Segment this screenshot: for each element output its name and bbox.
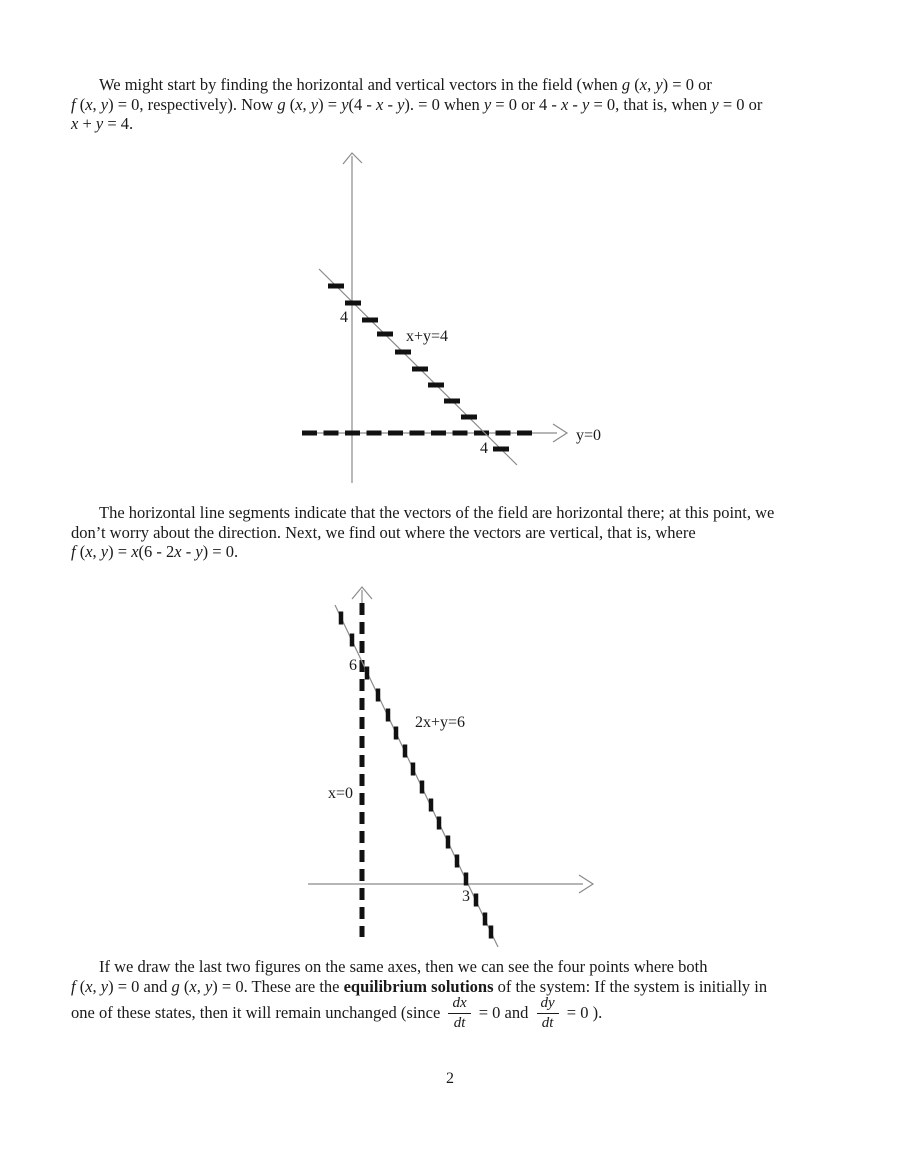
- text-line: [71, 542, 871, 562]
- text-segment: = 0, that is, when: [589, 94, 712, 114]
- text-line: [71, 977, 871, 997]
- text-segment: y: [655, 75, 663, 94]
- text-segment: = 0 or: [718, 94, 763, 114]
- text-segment: g: [171, 976, 180, 996]
- text-segment: ) = 0, respectively). Now: [108, 94, 278, 114]
- text-line: [71, 957, 871, 977]
- text-segment: x: [639, 75, 648, 94]
- text-segment: don’t worry about the direction. Next, we find out where the vectors are vertical, that is, where: [71, 522, 696, 542]
- text-segment: ) =: [318, 94, 342, 114]
- text-segment: ) = 0.: [202, 542, 239, 561]
- fig2-line-label: 2x+y=6: [415, 714, 466, 731]
- text-segment: x: [71, 114, 79, 133]
- text-segment: ,: [92, 542, 101, 561]
- text-segment: x: [174, 542, 182, 561]
- text-segment: equilibrium solutions: [343, 976, 494, 996]
- text-segment: ,: [92, 94, 101, 114]
- text-segment: (: [75, 542, 86, 561]
- derivative-fraction: $\frac{dx}{dt}$: [448, 995, 470, 1031]
- text-segment: f: [71, 94, 76, 114]
- text-segment: of the system: If the system is initially in: [493, 976, 768, 996]
- figure-1-svg: [295, 150, 617, 492]
- fig1-x-intercept-label: 4: [480, 440, 488, 457]
- text-line: [71, 503, 871, 523]
- text-segment: (4 -: [348, 94, 377, 114]
- fig1-line-label: x+y=4: [406, 328, 449, 345]
- text-segment: y: [195, 542, 203, 561]
- text-segment: g: [621, 75, 631, 94]
- text-segment: f: [71, 542, 76, 561]
- text-segment: y: [95, 114, 104, 133]
- figure-2: [300, 585, 612, 958]
- text-segment: x: [131, 542, 139, 561]
- text-segment: y: [582, 94, 590, 114]
- text-segment: x: [560, 94, 569, 114]
- figure-1: [295, 150, 617, 497]
- text-segment: x: [189, 976, 197, 996]
- text-segment: x: [85, 94, 93, 114]
- text-segment: one of these states, then it will remain unchanged (since: [71, 1002, 445, 1022]
- figure-2-svg: [300, 585, 612, 953]
- text-segment: ) = 0 and: [108, 976, 172, 996]
- text-segment: ,: [196, 976, 205, 996]
- text-line: [71, 95, 871, 115]
- text-segment: (: [630, 75, 640, 94]
- text-segment: y: [100, 976, 109, 996]
- text-segment: y: [310, 94, 319, 114]
- text-segment: If we draw the last two figures on the same axes, then we can see the four points where both: [99, 957, 708, 976]
- text-segment: ,: [302, 94, 311, 114]
- text-segment: y: [483, 94, 492, 114]
- text-segment: -: [181, 542, 196, 561]
- fig2-x-intercept-label: 3: [462, 888, 470, 905]
- text-line: [71, 996, 871, 1032]
- text-segment: y: [100, 542, 109, 561]
- fig2-axis-label: x=0: [328, 785, 354, 802]
- text-segment: -: [568, 94, 583, 114]
- text-segment: x: [85, 976, 93, 996]
- text-segment: The horizontal line segments indicate that the vectors of the field are horizontal there; at this point, we: [99, 503, 775, 522]
- text-line: [71, 75, 871, 95]
- text-segment: x: [85, 542, 93, 561]
- text-segment: (: [75, 94, 86, 114]
- text-segment: (: [179, 976, 190, 996]
- text-segment: = 0 and: [474, 1002, 533, 1022]
- text-segment: f: [71, 976, 76, 996]
- fig1-horizontal-ticks: [328, 286, 509, 449]
- fig2-y-intercept-label: 6: [349, 657, 357, 674]
- text-segment: ) =: [108, 542, 132, 561]
- page-number: 2: [446, 1070, 454, 1087]
- text-segment: y: [711, 94, 719, 114]
- text-segment: y: [341, 94, 349, 114]
- text-segment: ) = 0 or: [662, 75, 712, 94]
- text-segment: (6 - 2: [138, 542, 175, 561]
- text-segment: ,: [92, 976, 101, 996]
- paragraph-1: [71, 75, 871, 134]
- text-segment: ) = 0. These are the: [212, 976, 344, 996]
- text-line: [71, 523, 871, 543]
- text-line: [71, 114, 871, 134]
- text-segment: ,: [647, 75, 656, 94]
- fig1-y-intercept-label: 4: [340, 309, 348, 326]
- fig2-slope-line: [335, 605, 498, 947]
- text-segment: y: [100, 94, 109, 114]
- derivative-fraction: $\frac{dy}{dt}$: [537, 995, 559, 1031]
- text-segment: y: [397, 94, 405, 114]
- text-segment: x: [295, 94, 303, 114]
- text-segment: y: [204, 976, 213, 996]
- text-segment: -: [383, 94, 398, 114]
- text-segment: We might start by finding the horizontal and vertical vectors in the field (when: [99, 75, 622, 94]
- text-segment: x: [376, 94, 384, 114]
- paragraph-2: [71, 503, 871, 562]
- text-segment: +: [78, 114, 96, 133]
- text-segment: = 0 ).: [562, 1002, 603, 1022]
- text-segment: (: [285, 94, 296, 114]
- paragraph-3: [71, 957, 871, 1032]
- text-segment: (: [75, 976, 86, 996]
- text-segment: = 4.: [103, 114, 134, 133]
- fig1-axis-label: y=0: [576, 427, 602, 444]
- text-segment: g: [277, 94, 286, 114]
- text-segment: ). = 0 when: [404, 94, 484, 114]
- text-segment: = 0 or 4 -: [491, 94, 561, 114]
